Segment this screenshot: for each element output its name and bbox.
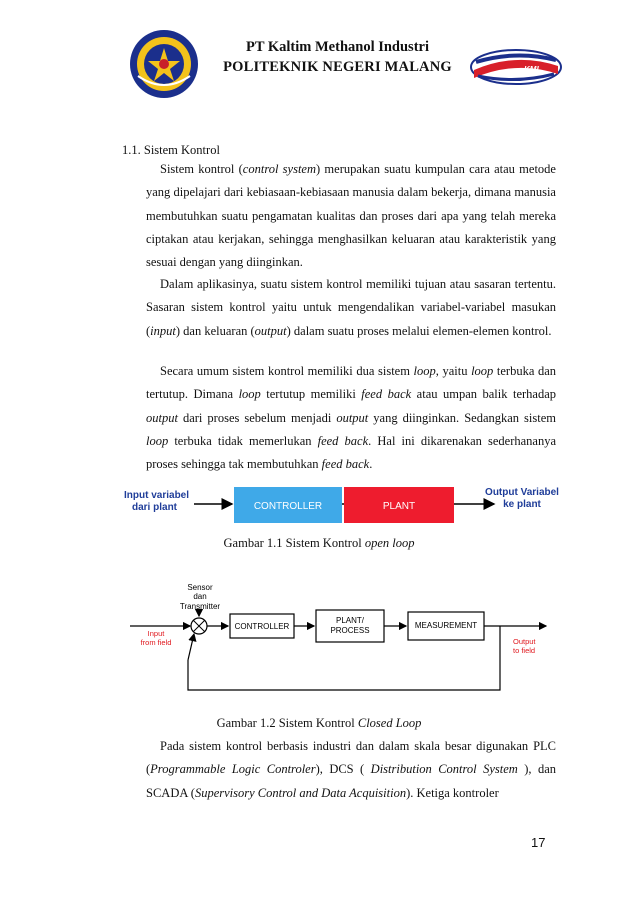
paragraph-application: Dalam aplikasinya, suatu sistem kontrol memiliki tujuan atau sasaran tertentu. Sasaran sistem kontrol yaitu untuk mengendalikan variabel-variabel masukan (input) dan keluaran (output) dalam suatu proses melalui elemen-elemen kontrol. [146,277,556,338]
paragraph-industrial-controllers: Pada sistem kontrol berbasis industri dan dalam skala besar digunakan PLC (Programmable Logic Controler), DCS ( Distribution Control System ), dan SCADA (Supervisory Control and Data Acquisition). Ketiga kontroler [146,739,557,800]
sensor-label-2: dan [193,592,207,601]
closed-loop-output-label-2: to field [513,646,536,655]
closed-loop-output-label-1: Output [513,637,536,646]
closed-loop-plant-label-2: PROCESS [330,626,370,635]
institution-name: POLITEKNIK NEGERI MALANG [223,59,452,75]
open-loop-controller-label: CONTROLLER [253,501,323,512]
figure-2-caption: Gambar 1.2 Sistem Kontrol Closed Loop [216,716,422,730]
sensor-label-3: Transmitter [179,602,221,611]
feedback-arrow [188,634,194,660]
closed-loop-controller-label: CONTROLLER [234,622,290,631]
figure-1-caption: Gambar 1.1 Sistem Kontrol open loop [223,536,415,550]
open-loop-input-label-1: Input variabel [124,490,190,501]
paragraph-control-system: Sistem kontrol (control system) merupakan suatu kumpulan cara atau metode yang dipelajari dari kebiasaan-kebiasaan manusia dalam bekerja, dimana manusia membutuhkan suatu pengamatan kualitas dan proses dari apa yang telah mereka ciptakan atau kerjakan, sehingga menghasilkan keluaran atau karakteristik yang sesuai dengan yang diinginkan. [146,162,556,270]
paragraph-loop-types: Secara umum sistem kontrol memiliki dua sistem loop, yaitu loop terbuka dan tertutup. Dimana loop tertutup memiliki feed back atau umpan balik terhadap output dari proses sebelum menjadi output yang diinginkan. Sedangkan sistem loop terbuka tidak memerlukan feed back. Hal ini dikarenakan sederhananya proses sehingga tak membutuhkan feed back. [146,364,557,472]
closed-loop-plant-label-1: PLANT/ [335,616,365,625]
open-loop-output-label-1: Output Variabel [485,487,559,498]
open-loop-diagram [124,476,564,536]
section-title: 1.1. Sistem Kontrol [122,143,220,157]
kmi-logo-icon [470,48,562,86]
open-loop-input-label-2: dari plant [132,502,178,513]
open-loop-plant-label: PLANT [382,501,416,512]
closed-loop-input-label-1: Input [147,629,165,638]
closed-loop-input-label-2: from field [140,638,172,647]
company-name: PT Kaltim Methanol Industri [245,39,429,55]
page-header [0,0,638,110]
sensor-label-1: Sensor [187,583,213,592]
page-number: 17 [531,835,546,850]
kmi-logo-text: KMI [524,65,539,74]
header-text [205,37,470,77]
open-loop-output-label-2: ke plant [503,499,541,510]
measurement-label: MEASUREMENT [414,621,478,630]
closed-loop-diagram [128,576,558,694]
polinema-emblem-icon [128,28,200,100]
